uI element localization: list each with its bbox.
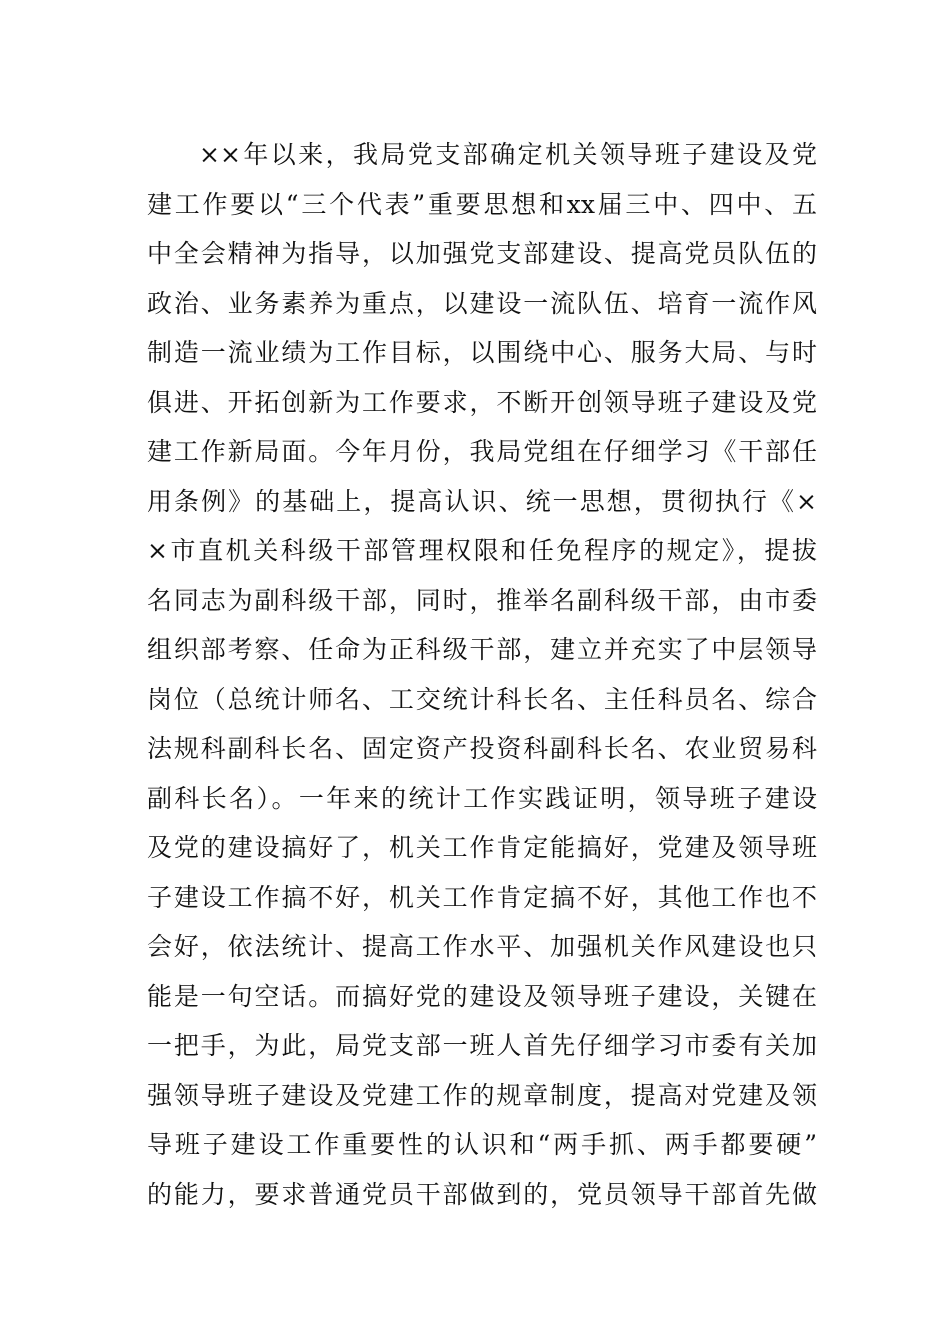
- paragraph-line: 岗位（总统计师名、工交统计科长名、主任科员名、综合: [147, 684, 817, 714]
- paragraph-line: 组织部考察、任命为正科级干部，建立并充实了中层领导: [147, 635, 817, 664]
- paragraph-line: 子建设工作搞不好，机关工作肯定搞不好，其他工作也不: [147, 882, 817, 912]
- paragraph-line: 建工作新局面。今年月份，我局党组在仔细学习《干部任: [147, 437, 817, 466]
- body-paragraph: [147, 130, 817, 1219]
- paragraph-line: 导班子建设工作重要性的认识和“两手抓、两手都要硬”: [147, 1130, 817, 1159]
- paragraph-line: 俱进、开拓创新为工作要求，不断开创领导班子建设及党: [147, 387, 817, 417]
- paragraph-line: 用条例》的基础上，提高认识、统一思想，贯彻执行《×: [147, 486, 817, 516]
- paragraph-line: 政治、业务素养为重点，以建设一流队伍、培育一流作风: [147, 288, 817, 318]
- paragraph-line: 一把手，为此，局党支部一班人首先仔细学习市委有关加: [147, 1031, 817, 1060]
- paragraph-line: 法规科副科长名、固定资产投资科副科长名、农业贸易科: [147, 734, 817, 763]
- paragraph-line: ××年以来，我局党支部确定机关领导班子建设及党: [199, 140, 817, 169]
- paragraph-line: 会好，依法统计、提高工作水平、加强机关作风建设也只: [147, 932, 817, 961]
- paragraph-line: 及党的建设搞好了，机关工作肯定能搞好，党建及领导班: [147, 833, 817, 862]
- paragraph-line: 制造一流业绩为工作目标，以围绕中心、服务大局、与时: [147, 338, 817, 367]
- paragraph-line: 副科长名）。一年来的统计工作实践证明，领导班子建设: [147, 783, 817, 813]
- paragraph-line: 强领导班子建设及党建工作的规章制度，提高对党建及领: [147, 1080, 817, 1110]
- paragraph-line: ×市直机关科级干部管理权限和任免程序的规定》，提拔: [147, 536, 817, 565]
- paragraph-line: 的能力，要求普通党员干部做到的，党员领导干部首先做: [147, 1179, 817, 1209]
- paragraph-line: 中全会精神为指导，以加强党支部建设、提高党员队伍的: [147, 239, 817, 268]
- paragraph-line: 名同志为副科级干部，同时，推举名副科级干部，由市委: [147, 585, 817, 615]
- paragraph-line: 能是一句空话。而搞好党的建设及领导班子建设，关键在: [147, 981, 817, 1011]
- paragraph-line: 建工作要以“三个代表”重要思想和xx届三中、四中、五: [147, 189, 817, 219]
